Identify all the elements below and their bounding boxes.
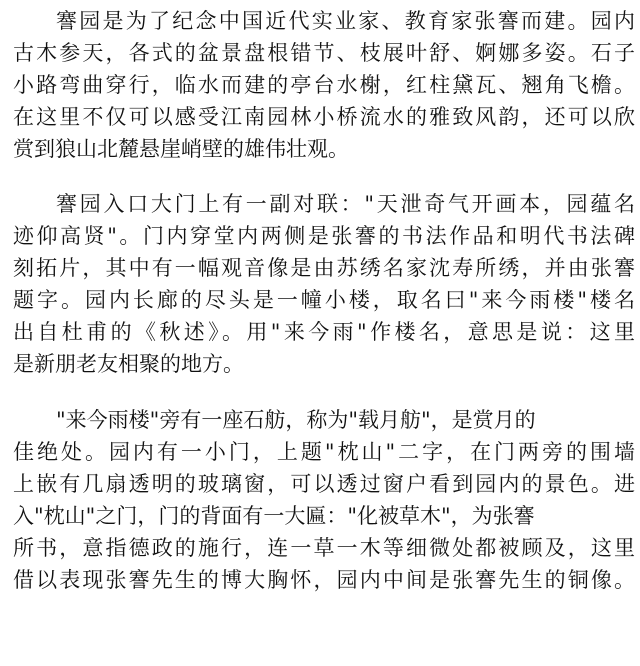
- text-line: 謇园入口大门上有一副对联："天泄奇气开画本，园蕴名: [56, 192, 635, 216]
- text-line: 是新朋老友相聚的地方。: [13, 352, 244, 376]
- text-line: 所书，意指德政的施行，连一草一木等细微处都被顾及，这里: [13, 536, 635, 560]
- text-line: 赏到狼山北麓悬崖峭壁的雄伟壮观。: [13, 137, 349, 161]
- text-line: 借以表现张謇先生的博大胸怀，园内中间是张謇先生的铜像。: [13, 568, 635, 592]
- text-line: 謇园是为了纪念中国近代实业家、教育家张謇而建。园内: [56, 9, 635, 33]
- text-line: 迹仰高贤"。门内穿堂内两侧是张謇的书法作品和明代书法碑: [13, 224, 635, 248]
- text-line: 在这里不仅可以感受江南园林小桥流水的雅致风韵，还可以欣: [13, 105, 635, 129]
- text-line: 古木参天，各式的盆景盘根错节、枝展叶舒、婀娜多姿。石子: [13, 41, 635, 65]
- text-line: 佳绝处。园内有一小门，上题"枕山"二字，在门两旁的围墙: [13, 440, 635, 464]
- text-line: 小路弯曲穿行，临水而建的亭台水榭，红柱黛瓦、翘角飞檐。: [13, 73, 635, 97]
- text-line: 入"枕山"之门，门的背面有一大匾："化被草木"，为张謇: [13, 504, 535, 528]
- text-line: "来今雨楼"旁有一座石舫，称为"载月舫"，是赏月的: [56, 408, 536, 432]
- text-line: 上嵌有几扇透明的玻璃窗，可以透过窗户看到园内的景色。进: [13, 472, 635, 496]
- text-line: 题字。园内长廊的尽头是一幢小楼，取名曰"来今雨楼"楼名: [13, 288, 635, 312]
- text-line: 刻拓片，其中有一幅观音像是由苏绣名家沈寿所绣，并由张謇: [13, 256, 635, 280]
- text-line: 出自杜甫的《秋述》。用"来今雨"作楼名，意思是说：这里: [13, 320, 635, 344]
